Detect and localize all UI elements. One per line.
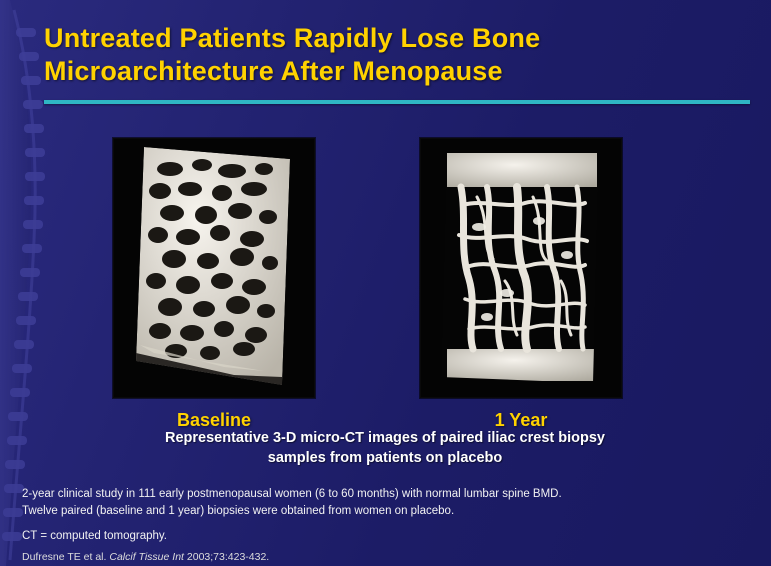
subcaption-line-2: samples from patients on placebo xyxy=(267,450,503,467)
footnotes xyxy=(22,486,758,563)
footnote-study xyxy=(22,486,758,519)
title-line-1: Untreated Patients Rapidly Lose Bone xyxy=(44,23,541,53)
panel-caption-one-year: 1 Year xyxy=(494,410,548,430)
page-title xyxy=(44,22,734,88)
panel-caption-baseline: Baseline xyxy=(176,410,252,430)
reference-details: 2003;73:423-432. xyxy=(186,551,270,564)
title-block xyxy=(44,22,734,88)
footnote-reference xyxy=(22,551,758,563)
panel-one-year xyxy=(420,138,622,431)
micro-ct-one-year-image xyxy=(420,138,622,398)
micro-ct-baseline-image xyxy=(113,138,315,398)
reference-author: Dufresne TE et al. xyxy=(22,551,107,564)
figure-subcaption xyxy=(60,428,710,469)
footnote-abbreviation: CT = computed tomography. xyxy=(22,530,167,543)
footnote-study-line-2: Twelve paired (baseline and 1 year) biopsies were obtained from women on placebo. xyxy=(22,504,455,517)
footnote-study-line-1: 2-year clinical study in 111 early postmenopausal women (6 to 60 months) with normal lumbar spine BMD. xyxy=(22,488,562,500)
panel-baseline xyxy=(113,138,315,431)
image-panels xyxy=(0,138,771,428)
title-line-2: Microarchitecture After Menopause xyxy=(44,55,503,86)
reference-journal: Calcif Tissue Int xyxy=(109,551,184,564)
subcaption-line-1: Representative 3-D micro-CT images of paired iliac crest biopsy xyxy=(165,430,605,446)
title-divider xyxy=(44,100,750,104)
